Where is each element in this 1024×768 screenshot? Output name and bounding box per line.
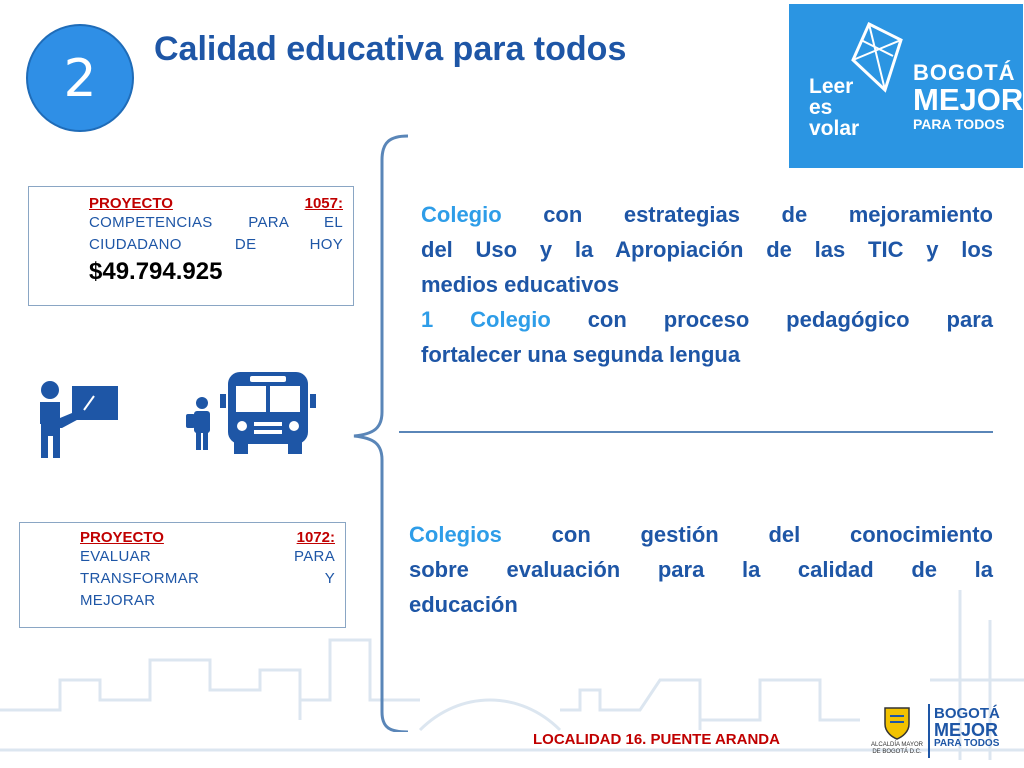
project-1072-desc-1: EVALUAR PARA (80, 548, 335, 565)
teacher-icon (36, 380, 120, 460)
project-1057-desc-2: CIUDADANO DE HOY (89, 236, 343, 253)
logo-bogota: BOGOTÁ (913, 60, 1016, 85)
highlight-colegios: Colegios (409, 522, 502, 547)
logo-divider (928, 704, 930, 758)
objective-block-2: Colegios con gestión del conocimiento sobre evaluación para la calidad de la educación (409, 517, 993, 622)
block2-line2: sobre evaluación para la calidad de la (409, 557, 993, 582)
project-1057-desc-1: COMPETENCIAS PARA EL (89, 214, 343, 231)
divider (399, 431, 993, 433)
block1-line3: medios educativos (421, 272, 620, 297)
highlight-colegio: Colegio (421, 202, 502, 227)
block1-line2: del Uso y la Apropiación de las TIC y los (421, 237, 993, 262)
page-title: Calidad educativa para todos (154, 30, 627, 68)
project-1057-box (28, 186, 354, 306)
objective-block-1: Colegio con estrategias de mejoramiento del Uso y la Apropiación de las TIC y los medios educativos 1 Colegio con proceso pedagógico para fortalecer una segunda lengua (421, 197, 993, 372)
highlight-1-colegio: 1 Colegio (421, 307, 551, 332)
footer-logos (868, 702, 1024, 764)
logo-text-es: es (809, 96, 833, 119)
footer-locality: LOCALIDAD 16. PUENTE ARANDA (533, 731, 780, 748)
coat-of-arms-icon (882, 704, 912, 740)
project-1072-desc-2: TRANSFORMAR Y (80, 570, 335, 587)
alcaldia-label: ALCALDÍA MAYOR DE BOGOTÁ D.C. (871, 742, 923, 755)
school-bus-icon (220, 372, 318, 454)
slide-number-badge: 2 (26, 24, 134, 132)
logo-text-volar: volar (809, 117, 860, 140)
leer-es-volar-logo (789, 4, 1023, 168)
footer-logo-bogota: BOGOTÁ (934, 705, 1000, 722)
project-1072-title: PROYECTO 1072: (80, 529, 335, 546)
student-icon (184, 396, 214, 452)
logo-mejor: MEJOR (913, 82, 1024, 117)
project-1072-box (19, 522, 346, 628)
footer-logo-para-todos: PARA TODOS (934, 738, 1000, 749)
project-1057-title: PROYECTO 1057: (89, 195, 343, 212)
project-1057-amount: $49.794.925 (89, 258, 223, 285)
block1-line5: fortalecer una segunda lengua (421, 342, 741, 367)
logo-para-todos: PARA TODOS (913, 116, 1005, 132)
project-1072-desc-3: MEJORAR (80, 592, 156, 609)
logo-text-leer: Leer (809, 75, 854, 98)
block2-line3: educación (409, 592, 518, 617)
footer-logo-mejor: MEJOR (934, 720, 999, 740)
